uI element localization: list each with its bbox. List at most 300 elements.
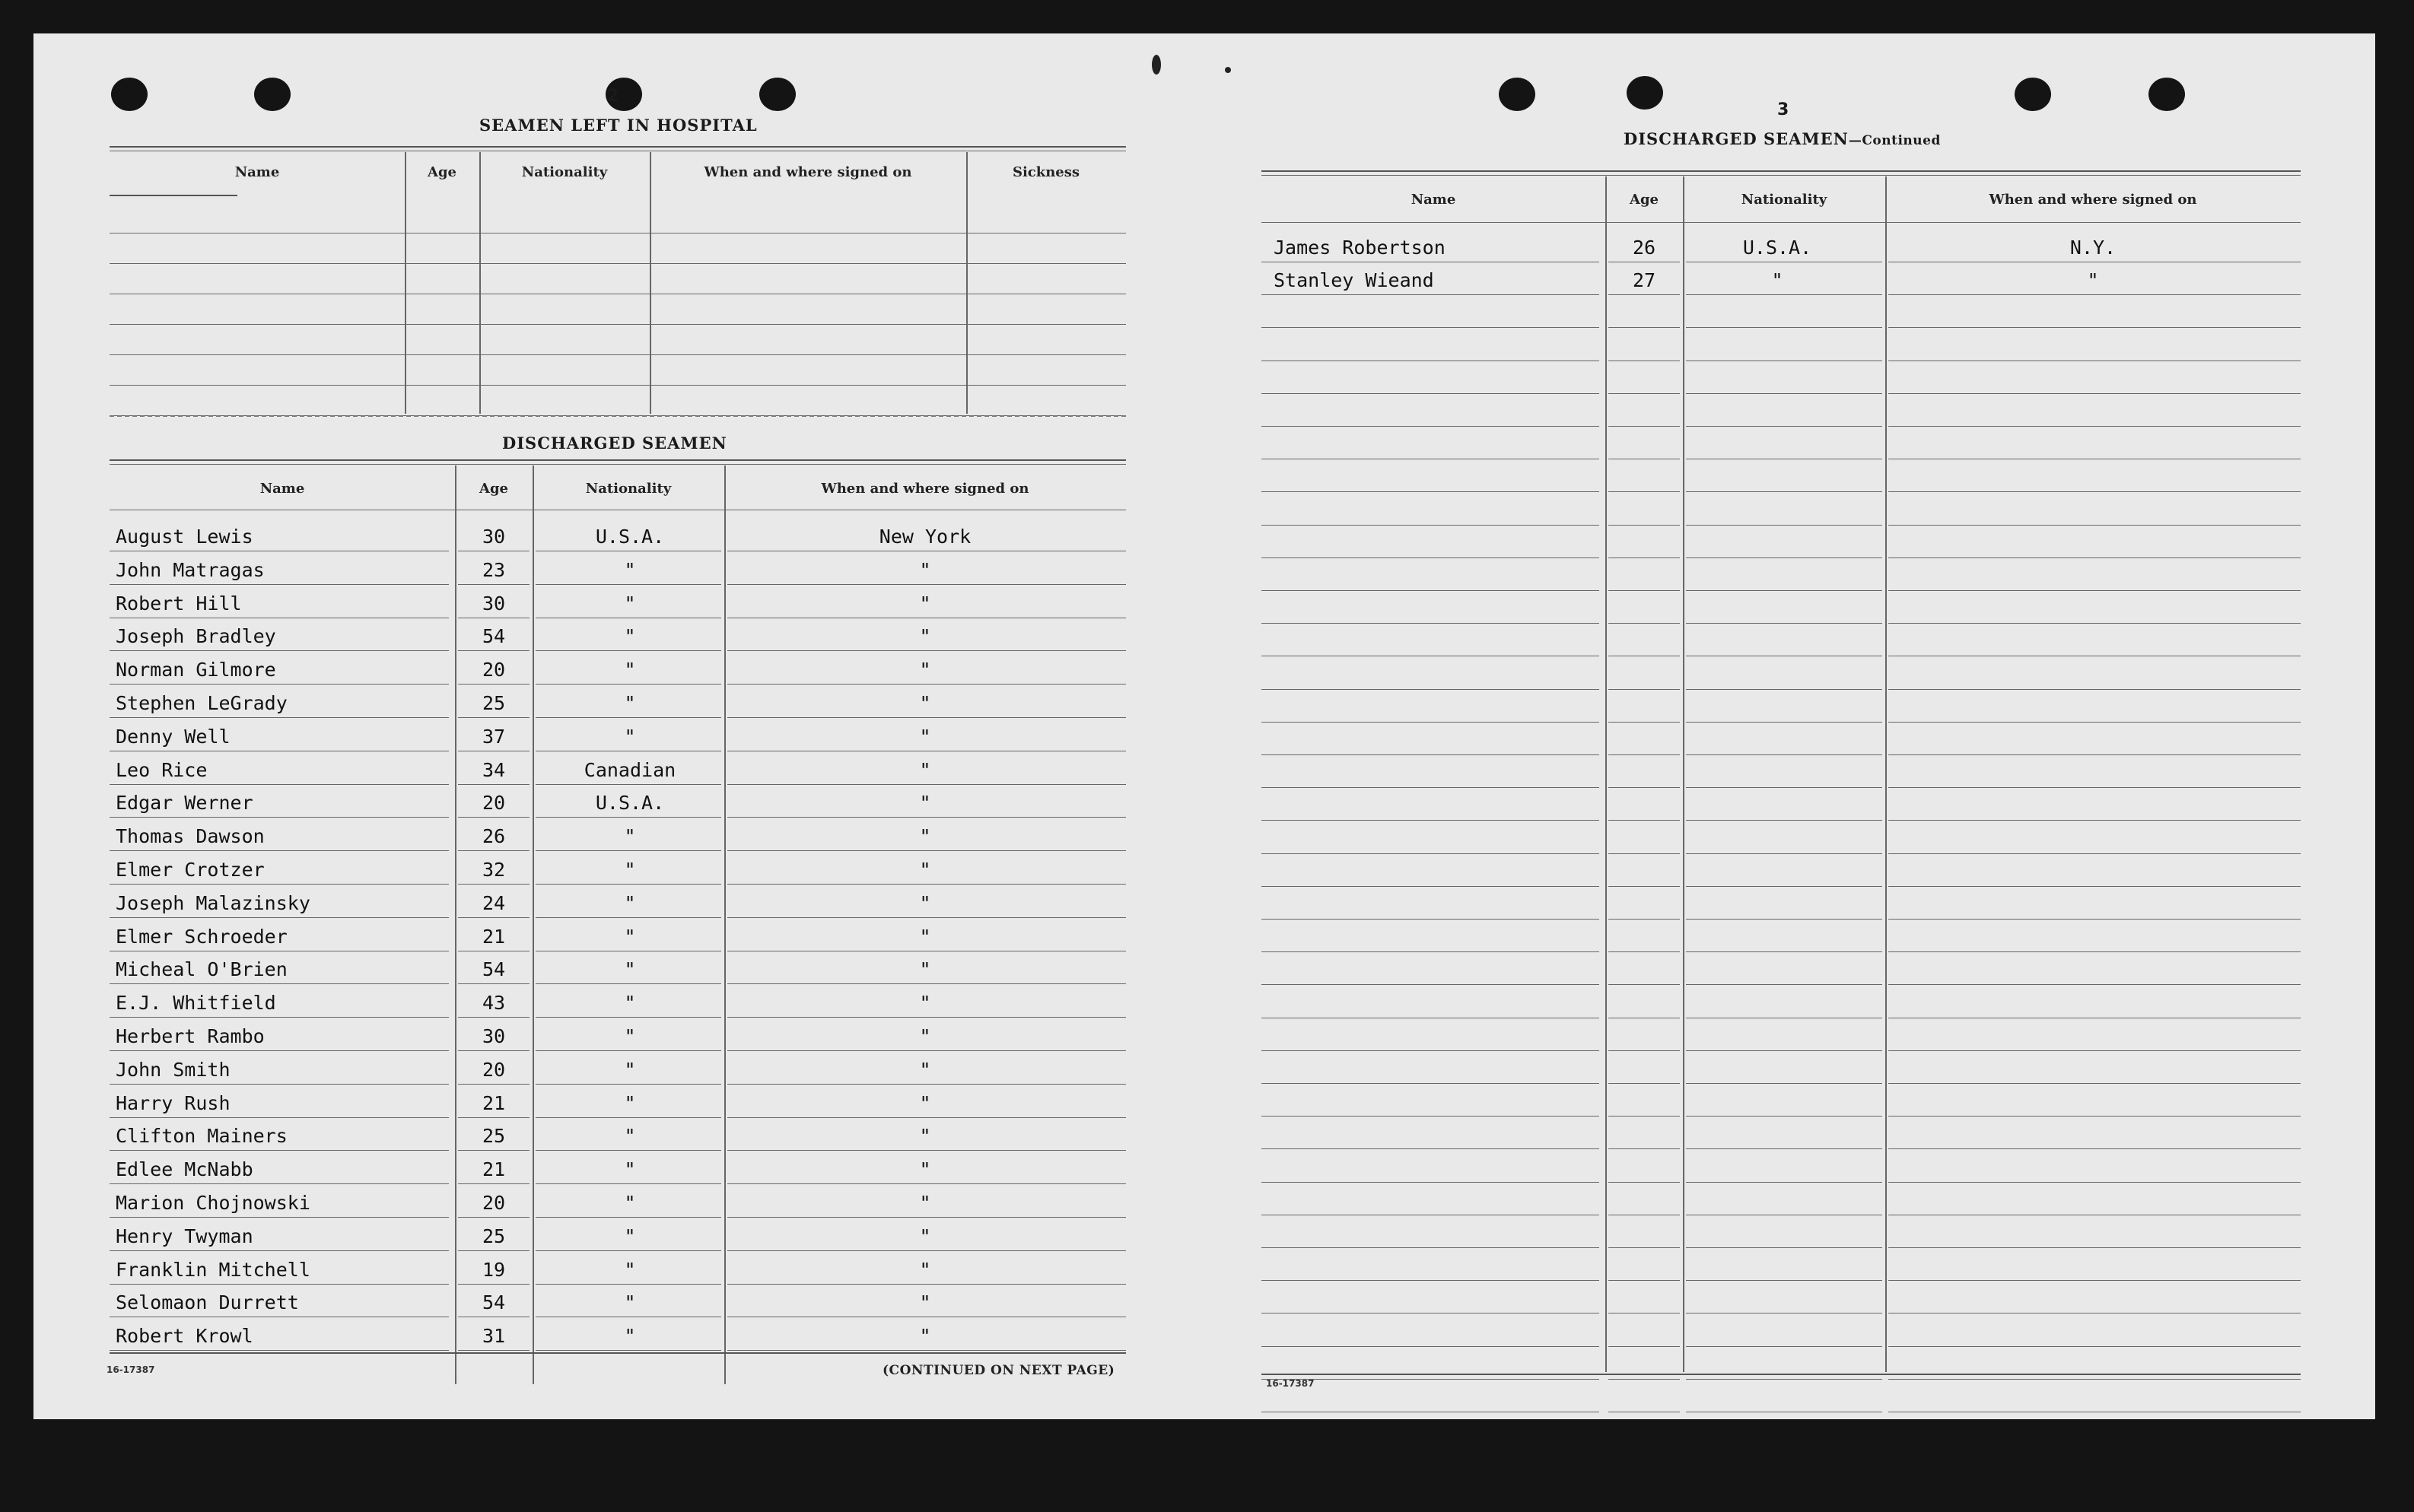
seaman-signed-on: " <box>919 725 931 748</box>
table-row-line <box>1261 722 1599 723</box>
table-row-line <box>458 1050 530 1051</box>
table-row-line <box>110 850 449 851</box>
seaman-age: 31 <box>482 1325 506 1348</box>
table-row-line <box>1608 787 1680 788</box>
table-row-line <box>1686 951 1882 952</box>
document-sheet <box>33 33 2375 1419</box>
seaman-name: Robert Hill <box>116 592 242 615</box>
table-row-line <box>1888 557 2301 558</box>
table-row-line <box>536 1250 721 1251</box>
seaman-name: Clifton Mainers <box>116 1125 288 1148</box>
table-row-line <box>110 1050 449 1051</box>
column-divider <box>1683 176 1684 1372</box>
column-header: Age <box>1629 192 1659 208</box>
table-row-line <box>1686 1148 1882 1149</box>
seaman-age: 25 <box>482 692 506 714</box>
table-row-line <box>1261 294 1599 295</box>
table-row-line <box>536 850 721 851</box>
table-row-line <box>1608 754 1680 755</box>
table-row-line <box>1888 951 2301 952</box>
column-divider <box>650 152 651 414</box>
seaman-age: 26 <box>482 825 506 848</box>
column-divider <box>405 152 406 414</box>
form-number-left: 16-17387 <box>107 1364 155 1375</box>
seaman-name: Stanley Wieand <box>1274 269 1434 292</box>
table-row-line <box>1888 1182 2301 1183</box>
seaman-age: 30 <box>482 592 506 615</box>
seaman-nationality: " <box>624 1058 636 1081</box>
column-header: Name <box>1411 192 1456 208</box>
table-row-line <box>110 1150 449 1151</box>
punch-hole <box>1499 78 1535 111</box>
table-row-line <box>1261 820 1599 821</box>
continued-section-title <box>1624 129 1941 148</box>
table-row-line <box>1686 426 1882 427</box>
ink-speck <box>1152 55 1161 75</box>
table-row-line <box>1888 491 2301 492</box>
table-row-line <box>1686 1050 1882 1051</box>
seaman-age: 20 <box>482 792 506 815</box>
table-row-line <box>110 584 449 585</box>
table-row-line <box>1608 1379 1680 1380</box>
table-row-line <box>110 917 449 918</box>
table-row-line <box>1686 1116 1882 1117</box>
table-row-line <box>727 917 1126 918</box>
table-row-line <box>110 1017 449 1018</box>
seaman-name: James Robertson <box>1274 237 1446 259</box>
seaman-nationality: " <box>624 592 636 615</box>
seaman-signed-on: " <box>919 625 931 648</box>
seaman-signed-on: " <box>919 1125 931 1148</box>
seaman-nationality: " <box>624 1091 636 1114</box>
table-row-line <box>1608 984 1680 985</box>
table-row-line <box>1261 393 1599 394</box>
table-row-line <box>1261 1280 1599 1281</box>
table-row-line <box>1888 787 2301 788</box>
seaman-age: 30 <box>482 526 506 548</box>
table-row-line <box>1888 984 2301 985</box>
table-row-line <box>1261 623 1599 624</box>
table-row-line <box>1686 754 1882 755</box>
table-row-line <box>1261 787 1599 788</box>
table-row-line <box>1261 886 1599 887</box>
table-row-line <box>458 983 530 984</box>
table-row-line <box>1608 294 1680 295</box>
table-row-line <box>536 684 721 685</box>
table-top-rule <box>1261 170 2301 172</box>
column-divider <box>966 152 968 414</box>
seaman-name: Henry Twyman <box>116 1225 253 1247</box>
table-row-line <box>1608 689 1680 690</box>
seaman-signed-on: " <box>919 1091 931 1114</box>
seaman-signed-on: " <box>919 958 931 981</box>
seaman-nationality: " <box>624 558 636 581</box>
table-row-line <box>458 650 530 651</box>
punch-hole <box>2015 78 2051 111</box>
seaman-name: Leo Rice <box>116 758 208 781</box>
seaman-age: 20 <box>482 1192 506 1214</box>
seaman-nationality: " <box>1771 269 1783 292</box>
seaman-age: 23 <box>482 558 506 581</box>
seaman-nationality: " <box>624 659 636 681</box>
ink-speck <box>1225 67 1231 73</box>
seaman-nationality: " <box>624 859 636 881</box>
table-row-line <box>1686 853 1882 854</box>
table-row-line <box>536 784 721 785</box>
discharged-section-title: DISCHARGED SEAMEN <box>502 434 727 453</box>
table-row-line <box>110 324 1126 325</box>
table-top-rule <box>110 146 1126 148</box>
table-row-line <box>1608 919 1680 920</box>
seaman-name: Joseph Bradley <box>116 625 276 648</box>
table-row-line <box>110 1284 449 1285</box>
table-row-line <box>1261 1050 1599 1051</box>
table-row-line <box>1888 327 2301 328</box>
column-header: Nationality <box>521 164 608 180</box>
seaman-nationality: " <box>624 1192 636 1214</box>
table-row-line <box>458 884 530 885</box>
table-row-line <box>110 1084 449 1085</box>
table-row-line <box>1686 557 1882 558</box>
table-row-line <box>1686 294 1882 295</box>
seaman-nationality: " <box>624 925 636 948</box>
column-divider <box>533 465 534 1384</box>
column-header: Name <box>234 164 280 180</box>
table-row-line <box>458 1350 530 1351</box>
table-row-line <box>110 385 1126 386</box>
table-row-line <box>1261 754 1599 755</box>
seaman-nationality: " <box>624 1025 636 1047</box>
table-row-line <box>1261 951 1599 952</box>
seaman-nationality: " <box>624 1291 636 1314</box>
table-row-line <box>1686 590 1882 591</box>
continued-title-suffix: —Continued <box>1848 133 1941 148</box>
seaman-signed-on: " <box>919 792 931 815</box>
seaman-signed-on: " <box>919 592 931 615</box>
seaman-age: 54 <box>482 958 506 981</box>
seaman-name: Franklin Mitchell <box>116 1258 310 1281</box>
table-row-line <box>1888 426 2301 427</box>
table-row-line <box>1261 1148 1599 1149</box>
seaman-signed-on: " <box>919 1192 931 1214</box>
table-row-line <box>1608 491 1680 492</box>
table-row-line <box>727 1117 1126 1118</box>
seaman-age: 24 <box>482 891 506 914</box>
column-header: Age <box>427 164 456 180</box>
table-row-line <box>1261 590 1599 591</box>
seaman-signed-on: " <box>919 558 931 581</box>
table-row-line <box>536 584 721 585</box>
table-row-line <box>1261 689 1599 690</box>
table-row-line <box>1888 1346 2301 1347</box>
table-row-line <box>727 1217 1126 1218</box>
seaman-signed-on: " <box>919 1058 931 1081</box>
table-row-line <box>1261 1083 1599 1084</box>
seaman-nationality: " <box>624 825 636 848</box>
seaman-name: John Smith <box>116 1058 231 1081</box>
table-row-line <box>1686 393 1882 394</box>
column-header: Nationality <box>585 481 672 497</box>
table-row-line <box>1686 886 1882 887</box>
seaman-signed-on: " <box>919 1025 931 1047</box>
column-header: Sickness <box>1012 164 1080 180</box>
table-row-line <box>536 1284 721 1285</box>
table-row-line <box>110 1183 449 1184</box>
table-row-line <box>536 717 721 718</box>
table-row-line <box>1888 1116 2301 1117</box>
table-row-line <box>1608 853 1680 854</box>
table-row-line <box>1686 1379 1882 1380</box>
table-row-line <box>536 1150 721 1151</box>
table-row-line <box>1608 722 1680 723</box>
column-header: When and where signed on <box>704 164 912 180</box>
seaman-signed-on: N.Y. <box>2069 237 2117 259</box>
seaman-signed-on: " <box>919 692 931 714</box>
table-row-line <box>727 1183 1126 1184</box>
table-top-rule <box>110 459 1126 461</box>
table-row-line <box>1608 820 1680 821</box>
header-underline <box>110 195 237 196</box>
seaman-age: 21 <box>482 1158 506 1181</box>
punch-hole <box>2148 78 2185 111</box>
seaman-signed-on: " <box>919 1158 931 1181</box>
seaman-age: 43 <box>482 992 506 1015</box>
table-row-line <box>727 584 1126 585</box>
seaman-nationality: U.S.A. <box>1742 237 1812 259</box>
seaman-age: 25 <box>482 1225 506 1247</box>
table-row-line <box>1888 853 2301 854</box>
table-row-line <box>1686 623 1882 624</box>
table-row-line <box>1261 491 1599 492</box>
table-row-line <box>536 1050 721 1051</box>
table-row-line <box>110 1117 449 1118</box>
table-row-line <box>458 1250 530 1251</box>
seaman-signed-on: " <box>919 992 931 1015</box>
table-row-line <box>1261 1182 1599 1183</box>
table-row-line <box>1261 525 1599 526</box>
table-top-rule <box>110 464 1126 465</box>
seaman-age: 19 <box>482 1258 506 1281</box>
table-row-line <box>458 1117 530 1118</box>
seaman-age: 25 <box>482 1125 506 1148</box>
table-row-line <box>536 1183 721 1184</box>
seaman-age: 54 <box>482 1291 506 1314</box>
table-row-line <box>1686 689 1882 690</box>
punch-hole <box>1627 76 1663 110</box>
table-row-line <box>1888 754 2301 755</box>
table-row-line <box>1261 426 1599 427</box>
table-row-line <box>727 1017 1126 1018</box>
seaman-age: 26 <box>1632 237 1656 259</box>
table-row-line <box>1261 1346 1599 1347</box>
seaman-name: Edgar Werner <box>116 792 253 815</box>
table-row-line <box>1261 919 1599 920</box>
table-row-line <box>727 817 1126 818</box>
seaman-signed-on: " <box>919 891 931 914</box>
table-row-line <box>110 983 449 984</box>
table-row-line <box>727 1050 1126 1051</box>
seaman-nationality: " <box>624 625 636 648</box>
table-row-line <box>110 817 449 818</box>
seaman-nationality: U.S.A. <box>595 526 665 548</box>
table-row-line <box>458 1150 530 1151</box>
table-row-line <box>727 1350 1126 1351</box>
page-number-right: 3 <box>1777 100 1789 119</box>
seaman-signed-on: " <box>2087 269 2099 292</box>
seaman-nationality: " <box>624 891 636 914</box>
table-row-line <box>1608 1280 1680 1281</box>
table-row-line <box>1608 623 1680 624</box>
table-row-line <box>727 884 1126 885</box>
seaman-name: Selomaon Durrett <box>116 1291 299 1314</box>
seaman-name: Elmer Schroeder <box>116 925 288 948</box>
table-row-line <box>727 1250 1126 1251</box>
punch-hole <box>111 78 148 111</box>
table-row-line <box>1888 1379 2301 1380</box>
seaman-age: 37 <box>482 725 506 748</box>
table-bottom-rule <box>110 415 1126 417</box>
table-row-line <box>110 784 449 785</box>
table-row-line <box>458 1217 530 1218</box>
table-row-line <box>1608 1050 1680 1051</box>
table-row-line <box>458 717 530 718</box>
table-row-line <box>727 850 1126 851</box>
table-row-line <box>1608 393 1680 394</box>
table-row-line <box>458 1017 530 1018</box>
table-row-line <box>727 684 1126 685</box>
seaman-signed-on: " <box>919 925 931 948</box>
seaman-name: Norman Gilmore <box>116 659 276 681</box>
seaman-nationality: Canadian <box>584 758 676 781</box>
table-row-line <box>458 684 530 685</box>
table-row-line <box>1608 1148 1680 1149</box>
seaman-name: Herbert Rambo <box>116 1025 265 1047</box>
table-row-line <box>1888 886 2301 887</box>
seaman-age: 20 <box>482 1058 506 1081</box>
hospital-section-title: SEAMEN LEFT IN HOSPITAL <box>479 116 758 135</box>
column-divider <box>1605 176 1607 1372</box>
table-row-line <box>1888 1280 2301 1281</box>
table-row-line <box>727 1284 1126 1285</box>
table-row-line <box>1608 886 1680 887</box>
table-row-line <box>536 1350 721 1351</box>
table-row-line <box>727 784 1126 785</box>
table-row-line <box>1261 984 1599 985</box>
punch-hole <box>254 78 291 111</box>
table-row-line <box>110 650 449 651</box>
seaman-signed-on: " <box>919 859 931 881</box>
table-row-line <box>1888 623 2301 624</box>
seaman-nationality: " <box>624 1325 636 1348</box>
table-row-line <box>536 1017 721 1018</box>
table-row-line <box>1686 491 1882 492</box>
seaman-nationality: " <box>624 725 636 748</box>
table-row-line <box>1608 1247 1680 1248</box>
seaman-name: Joseph Malazinsky <box>116 891 310 914</box>
seaman-signed-on: " <box>919 1291 931 1314</box>
seaman-nationality: " <box>624 1258 636 1281</box>
table-row-line <box>1686 1083 1882 1084</box>
seaman-name: Elmer Crotzer <box>116 859 265 881</box>
table-row-line <box>110 1217 449 1218</box>
table-row-line <box>727 717 1126 718</box>
table-row-line <box>727 650 1126 651</box>
table-row-line <box>1888 1247 2301 1248</box>
table-row-line <box>1686 525 1882 526</box>
table-row-line <box>1888 820 2301 821</box>
column-header: Name <box>259 481 305 497</box>
seaman-signed-on: " <box>919 659 931 681</box>
seaman-name: Thomas Dawson <box>116 825 265 848</box>
table-row-line <box>1888 294 2301 295</box>
table-row-line <box>536 983 721 984</box>
table-row-line <box>110 1350 449 1351</box>
seaman-nationality: " <box>624 1158 636 1181</box>
seaman-signed-on: " <box>919 758 931 781</box>
table-row-line <box>1686 327 1882 328</box>
table-row-line <box>1608 1182 1680 1183</box>
table-row-line <box>1608 590 1680 591</box>
seaman-signed-on: " <box>919 825 931 848</box>
continued-title-main: DISCHARGED SEAMEN <box>1624 129 1849 148</box>
table-row-line <box>1888 590 2301 591</box>
column-divider <box>479 152 481 414</box>
seaman-name: Denny Well <box>116 725 231 748</box>
seaman-name: August Lewis <box>116 526 253 548</box>
seaman-age: 21 <box>482 925 506 948</box>
table-row-line <box>110 263 1126 264</box>
table-row-line <box>1261 327 1599 328</box>
seaman-age: 34 <box>482 758 506 781</box>
table-row-line <box>458 850 530 851</box>
table-row-line <box>1686 1280 1882 1281</box>
table-row-line <box>536 1084 721 1085</box>
seaman-age: 20 <box>482 659 506 681</box>
seaman-signed-on: " <box>919 1258 931 1281</box>
table-row-line <box>727 1084 1126 1085</box>
page-number-left: 2 <box>607 87 619 106</box>
seaman-nationality: " <box>624 992 636 1015</box>
table-row-line <box>1888 919 2301 920</box>
table-row-line <box>458 917 530 918</box>
punch-hole <box>759 78 796 111</box>
seaman-name: Robert Krowl <box>116 1325 253 1348</box>
table-row-line <box>1261 1116 1599 1117</box>
table-row-line <box>536 917 721 918</box>
seaman-name: Stephen LeGrady <box>116 692 288 714</box>
table-row-line <box>458 584 530 585</box>
table-row-line <box>1686 1247 1882 1248</box>
table-row-line <box>1608 1083 1680 1084</box>
table-row-line <box>110 354 1126 355</box>
seaman-name: Micheal O'Brien <box>116 958 288 981</box>
table-row-line <box>1261 853 1599 854</box>
seaman-age: 21 <box>482 1091 506 1114</box>
column-header: When and where signed on <box>821 481 1029 497</box>
table-row-line <box>1888 722 2301 723</box>
table-row-line <box>727 983 1126 984</box>
table-row-line <box>1608 557 1680 558</box>
table-row-line <box>536 650 721 651</box>
table-row-line <box>536 884 721 885</box>
table-row-line <box>727 1150 1126 1151</box>
table-top-rule <box>1261 175 2301 176</box>
table-row-line <box>1261 1247 1599 1248</box>
table-row-line <box>458 1284 530 1285</box>
table-bottom-rule <box>110 1352 1126 1354</box>
table-row-line <box>1888 525 2301 526</box>
table-row-line <box>458 817 530 818</box>
